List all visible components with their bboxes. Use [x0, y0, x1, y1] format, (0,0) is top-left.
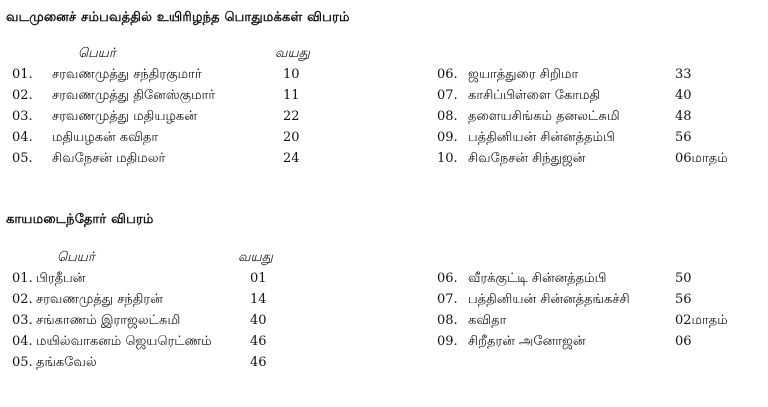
item-name: கவிதா	[468, 313, 507, 328]
item-number: 04.	[12, 130, 33, 145]
item-number: 03.	[12, 313, 33, 328]
item-age: 46	[250, 355, 267, 370]
item-number: 02.	[12, 88, 33, 103]
item-name: மயில்வாகனம் ஜெயரெட்ணம்	[36, 334, 212, 349]
item-name: சங்காணம் இராஜலட்சுமி	[36, 313, 181, 328]
injured-age-column-header: வயது	[238, 250, 273, 265]
item-number: 01.	[12, 67, 33, 82]
item-age: 11	[283, 88, 300, 103]
item-number: 02.	[12, 292, 33, 307]
item-name: சிவநேசன் சிந்துஜன்	[468, 151, 586, 166]
item-name: பத்தினியன் சின்னத்தங்கச்சி	[468, 292, 630, 307]
item-name: சரவணமுத்து மதியழகன்	[52, 109, 197, 124]
item-name: சிறீதரன் அனோஜன்	[468, 334, 586, 349]
item-name: தங்கவேல்	[36, 355, 97, 370]
item-age: 46	[250, 334, 267, 349]
item-name: பத்தினியன் சின்னத்தம்பி	[468, 130, 615, 145]
item-name: மதியழகன் கவிதா	[52, 130, 159, 145]
item-age: 48	[675, 109, 692, 124]
item-number: 07.	[437, 292, 458, 307]
item-age: 50	[675, 271, 692, 286]
item-number: 08.	[437, 313, 458, 328]
item-name: சரவணமுத்து தினேஸ்குமார்	[52, 88, 216, 103]
item-number: 07.	[437, 88, 458, 103]
item-name: காசிப்பிள்ளை கோமதி	[468, 88, 601, 103]
item-number: 08.	[437, 109, 458, 124]
deceased-age-column-header: வயது	[275, 46, 310, 61]
item-number: 01.	[12, 271, 33, 286]
item-number: 05.	[12, 355, 33, 370]
item-age: 14	[250, 292, 267, 307]
item-age: 56	[675, 292, 692, 307]
deceased-name-column-header: பெயர்	[78, 46, 116, 61]
item-age: 10	[283, 67, 300, 82]
item-number: 04.	[12, 334, 33, 349]
item-number: 09.	[437, 130, 458, 145]
item-number: 05.	[12, 151, 33, 166]
deceased-heading: வடமுனைச் சம்பவத்தில் உயிரிழந்த பொதுமக்கள் விபரம்	[6, 10, 350, 25]
injured-name-column-header: பெயர்	[57, 250, 95, 265]
item-age: 33	[675, 67, 692, 82]
item-number: 10.	[437, 151, 458, 166]
item-age: 01	[250, 271, 267, 286]
item-age: 40	[250, 313, 267, 328]
item-age: 06மாதம்	[675, 151, 728, 166]
item-age: 40	[675, 88, 692, 103]
item-name: ஜயாத்துரை சிறிமா	[468, 67, 579, 82]
item-name: சரவணமுத்து சந்திரன்	[36, 292, 163, 307]
item-age: 56	[675, 130, 692, 145]
item-number: 06.	[437, 67, 458, 82]
item-name: சரவணமுத்து சந்திரகுமார்	[52, 67, 202, 82]
item-name: சிவநேசன் மதிமலர்	[52, 151, 166, 166]
item-number: 09.	[437, 334, 458, 349]
item-number: 06.	[437, 271, 458, 286]
item-name: பிரதீபன்	[36, 271, 86, 286]
item-name: தளையசிங்கம் தனலட்சுமி	[468, 109, 620, 124]
item-age: 02மாதம்	[675, 313, 728, 328]
item-age: 06	[675, 334, 692, 349]
item-age: 20	[283, 130, 300, 145]
item-number: 03.	[12, 109, 33, 124]
item-age: 22	[283, 109, 300, 124]
injured-heading: காயமடைந்தோர் விபரம்	[6, 212, 154, 227]
item-name: வீரக்குட்டி சின்னத்தம்பி	[468, 271, 607, 286]
item-age: 24	[283, 151, 300, 166]
